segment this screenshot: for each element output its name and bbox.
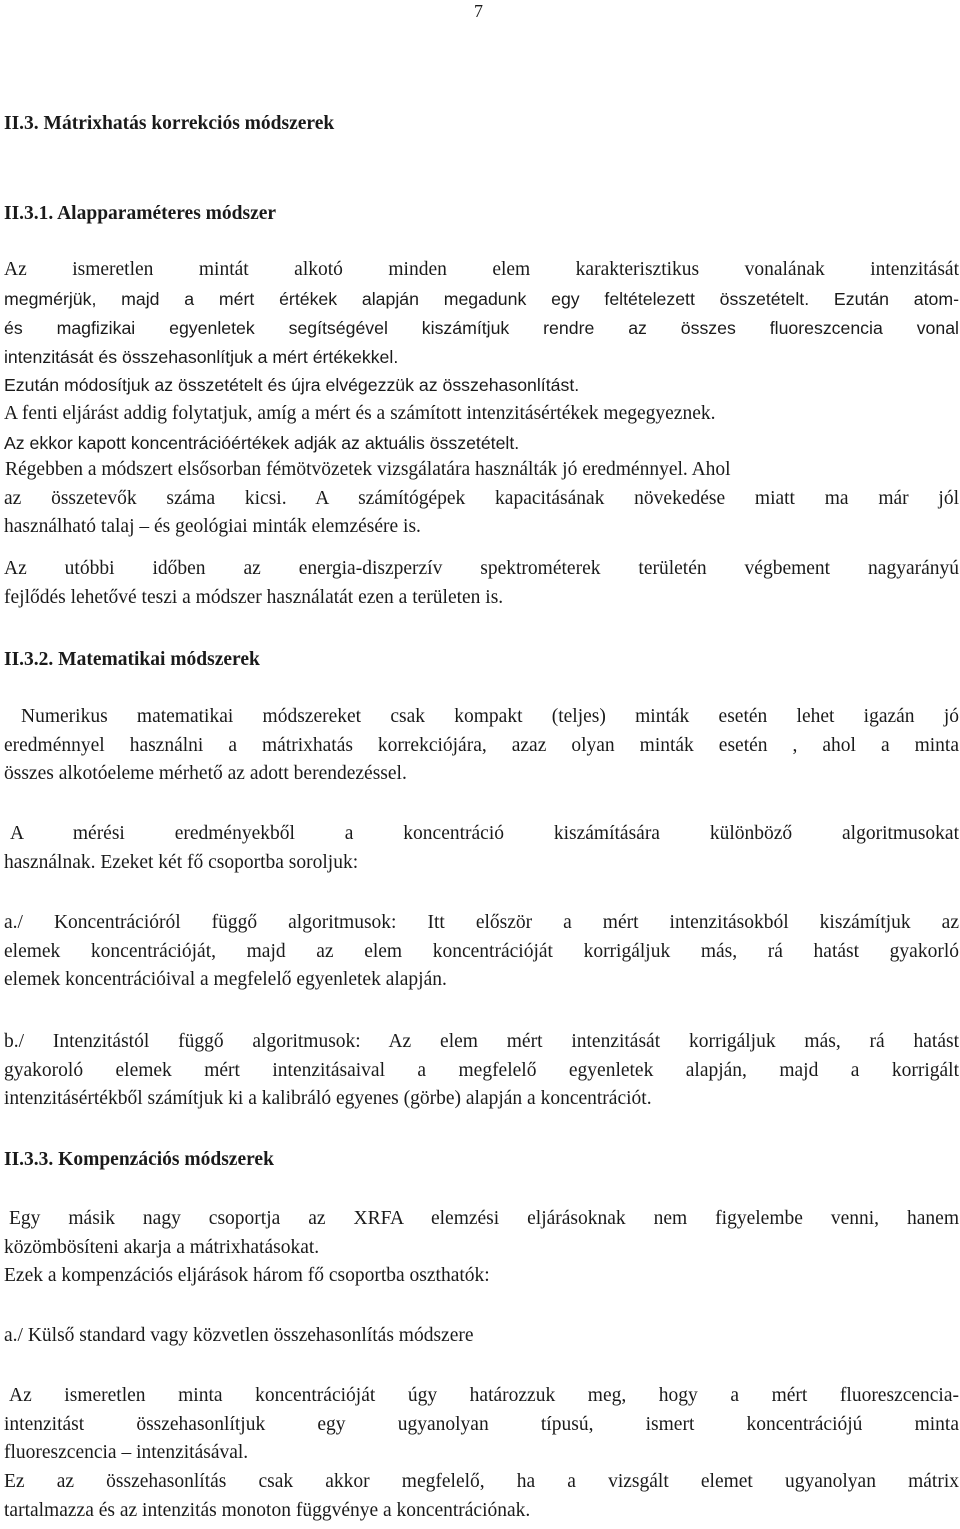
text-line: összes alkotóeleme mérhető az adott berendezéssel. [4,763,407,785]
text-line: és magfizikai egyenletek segítségével kiszámítjuk rendre az összes fluoreszcencia vonal [4,318,959,339]
text-line: fejlődés lehetővé teszi a módszer használatát ezen a területen is. [4,586,504,608]
text-line: Ezek a kompenzációs eljárások három fő csoportba oszthatók: [4,1265,490,1287]
text-run: az összetevők száma kicsi. [4,487,287,509]
text-line: közömbösíteni akarja a mátrixhatásokat. [4,1236,320,1258]
section-3-2-paragraph-1 [4,703,959,789]
text-line: Régebben a módszert elsősorban fémötvözetek vizsgálatára használták jó eredménnyel. Ahol [5,459,731,480]
text-run: Ezután atom- [809,288,959,309]
section-3-1-paragraph-1 [4,256,959,457]
text-line: gyakoroló elemek mért intenzitásaival a megfelelő egyenletek alapján, majd a korrigált [4,1059,959,1081]
text-line [4,485,959,514]
text-line: Egy másik nagy csoportja az XRFA elemzési eljárásoknak nem figyelembe venni, hanem [9,1208,959,1229]
text-line: A fenti eljárást addig folytatjuk, amíg a mért és a számított intenzitásértékek megegyeznek. [4,402,716,424]
text-line: Az ekkor kapott koncentrációértékek adják az aktuális összetételt. [4,432,520,453]
text-line: fluoreszcencia – intenzitásával. [4,1442,249,1464]
text-line: használnak. Ezeket két fő csoportba soroljuk: [4,851,359,873]
text-line: A mérési eredményekből a koncentráció kiszámítására különböző algoritmusokat [10,823,959,844]
text-line [4,285,959,315]
section-heading-3-3: II.3.3. Kompenzációs módszerek [4,1149,274,1170]
text-line: elemek koncentrációival a megfelelő egyenletek alapján. [4,969,447,991]
section-3-3-paragraph-1 [4,1205,959,1291]
text-line: Az ismeretlen minta koncentrációját úgy határozzuk meg, hogy a mért fluoreszcencia- [9,1385,959,1406]
text-line: használható talaj – és geológiai minták elemzésére is. [4,516,421,538]
text-line: intenzitást összehasonlítjuk egy ugyanolyan típusú, ismert koncentrációjú minta [4,1413,959,1435]
section-3-2-item-a [4,909,959,995]
section-heading-3-2: II.3.2. Matematikai módszerek [4,649,260,670]
text-line: Ezután módosítjuk az összetételt és újra elvégezzük az összehasonlítást. [4,375,580,396]
text-line: b./ Intenzitástól függő algoritmusok: Az elem mért intenzitását korrigáljuk más, rá hatást [4,1031,959,1052]
text-line: Ez az összehasonlítás csak akkor megfelelő, ha a vizsgált elemet ugyanolyan mátrix [4,1471,959,1492]
text-run: megmérjük, majd a mért értékek alapján megadunk egy feltételezett összetételt. [4,288,810,309]
page-number: 7 [474,1,483,21]
text-line: a./ Koncentrációról függő algoritmusok: Itt először a mért intenzitásokból kiszámítjuk az [4,912,959,933]
section-3-1-paragraph-3 [4,555,959,612]
text-line: tartalmazza és az intenzitás monoton függvénye a koncentrációnak. [4,1499,531,1521]
section-3-2-item-b [4,1028,959,1114]
section-heading-3-1: II.3.1. Alapparaméteres módszer [4,203,277,224]
section-3-3-subheading-a: a./ Külső standard vagy közvetlen összehasonlítás módszere [4,1325,474,1346]
section-3-3-paragraph-2 [4,1382,959,1468]
text-line: Az utóbbi időben az energia-diszperzív spektrométerek területén végbement nagyarányú [4,558,959,579]
text-line: Numerikus matematikai módszereket csak kompakt (teljes) minták esetén lehet igazán jó [21,706,959,727]
chapter-heading: II.3. Mátrixhatás korrekciós módszerek [4,113,335,134]
text-line: intenzitását és összehasonlítjuk a mért értékekkel. [4,346,399,367]
text-line: Az ismeretlen mintát alkotó minden elem karakterisztikus vonalának intenzitását [4,259,959,280]
section-3-2-paragraph-2 [4,820,959,877]
text-line: intenzitásértékből számítjuk ki a kalibráló egyenes (görbe) alapján a koncentrációt. [4,1088,652,1110]
text-line: eredménnyel használni a mátrixhatás korrekciójára, azaz olyan minták esetén , ahol a minta [4,734,959,756]
text-run: A számítógépek kapacitásának növekedése miatt ma már jól [286,487,960,509]
text-line: elemek koncentrációját, majd az elem koncentrációját korrigáljuk más, rá hatást gyakorló [4,940,959,962]
section-3-1-paragraph-2 [4,456,959,542]
section-3-3-paragraph-3 [4,1468,959,1525]
